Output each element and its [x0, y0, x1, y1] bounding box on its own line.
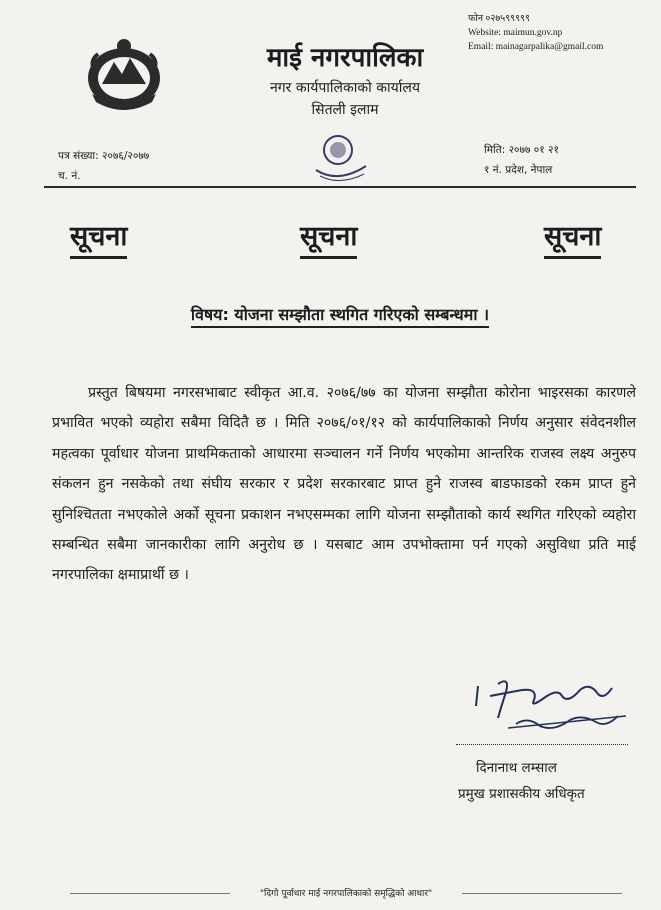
contact-phone: फोन ०२७५९९९९९	[468, 14, 530, 24]
footer-rule-left	[70, 893, 230, 894]
handwritten-signature-icon	[458, 670, 628, 740]
nepal-emblem-icon	[78, 32, 170, 116]
contact-block	[468, 12, 603, 54]
office-name: माई नगरपालिका	[266, 43, 424, 73]
office-subtitle: नगर कार्यपालिकाको कार्यालय	[270, 80, 420, 96]
date-block	[484, 140, 559, 180]
notice-body: प्रस्तुत बिषयमा नगरसभाबाट स्वीकृत आ.व. २०७६/७७ का योजना सम्झौता कोरोना भाइरसका कारणले प्रभावित भएको व्यहोरा सबैमा विदितै छ । मिति २०७६/०१/१२ को कार्यपालिकाको निर्णय अनुसार संवेदनशील महत्वका पूर्वाधार योजना प्राथमिकताको आधारमा सञ्चालन गर्ने निर्णय भएकोमा आन्तरिक राजस्व लक्ष्य अनुरुप संकलन हुन नसकेको तथा संघीय सरकार र प्रदेश सरकारबाट प्राप्त हुने राजस्व बाडफाडको रकम प्राप्त हुने सुनिश्चितता नभएकोले अर्को सूचना प्रकाशन नभएसम्मका लागि योजना सम्झौताको कार्य स्थगित गरिएको व्यहोरा सम्बन्धित सबैमा जानकारीका लागि अनुरोध छ । यसबाट आम उपभोक्तामा पर्न गएको असुविधा प्रति माई नगरपालिका क्षमाप्रार्थी छ ।	[52, 385, 636, 584]
ref-number: पत्र संख्या: २०७६/२०७७	[58, 150, 150, 162]
signatory-title: प्रमुख प्रशासकीय अधिकृत	[458, 786, 585, 802]
signatory-name: दिनानाथ लम्साल	[476, 760, 557, 776]
contact-email: Email: mainagarpalika@gmail.com	[468, 42, 604, 52]
letter-date: मिति: २०७७ ०१ २१	[484, 144, 559, 156]
subject-text: विषय: योजना सम्झौता स्थगित गरिएको सम्बन्धमा ।	[191, 305, 489, 328]
subject-line	[90, 303, 590, 325]
footer-slogan: "दिगो पूर्वाधार माई नगरपालिकाको समृद्धिको आधार"	[259, 889, 433, 899]
reference-block	[58, 146, 149, 186]
dispatch-number: च. नं.	[58, 170, 81, 182]
contact-website: Website: maimun.gov.np	[468, 28, 563, 38]
notice-heading-center: सूचना	[300, 220, 357, 259]
province: १ नं. प्रदेश, नेपाल	[484, 164, 553, 176]
municipal-seal-icon	[308, 130, 374, 186]
notice-heading-left: सूचना	[70, 220, 127, 259]
header-divider	[44, 186, 636, 188]
notice-heading-right: सूचना	[544, 220, 601, 259]
office-place: सितली इलाम	[311, 102, 379, 118]
footer-rule-right	[462, 893, 622, 894]
signature-line	[456, 744, 628, 745]
